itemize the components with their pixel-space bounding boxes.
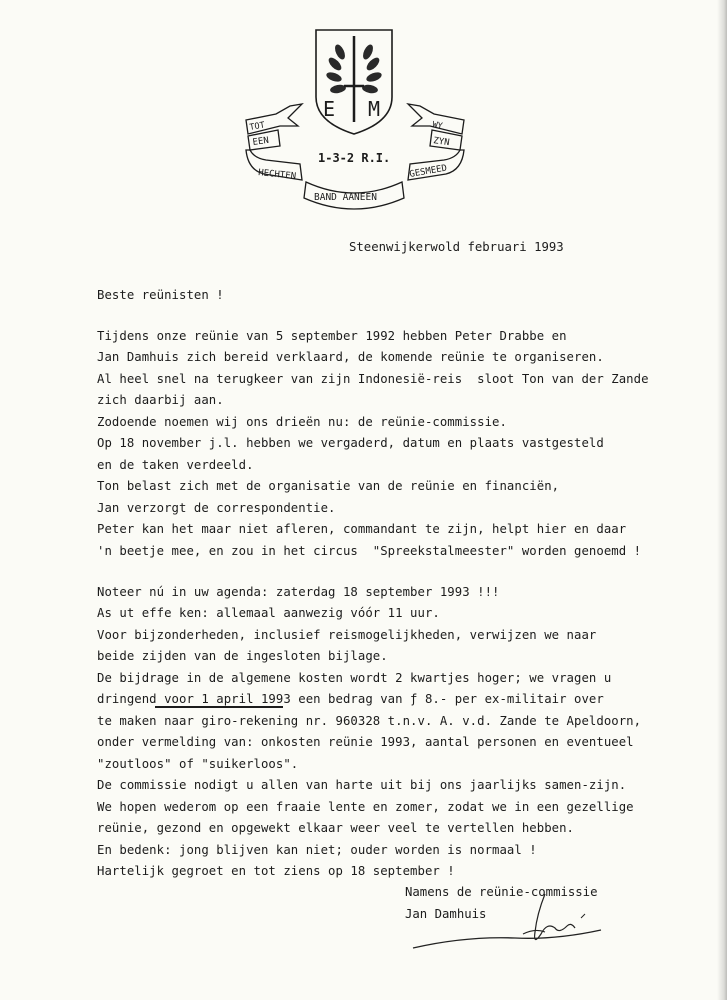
handwritten-signature	[405, 888, 615, 968]
paragraph2-line: Voor bijzonderheden, inclusief reismogelijkheden, verwijzen we naar	[97, 628, 597, 642]
motto-word-tot: TOT	[248, 120, 266, 133]
paragraph1-line: Jan verzorgt de correspondentie.	[97, 501, 336, 515]
paragraph2-line: De commissie nodigt u allen van harte uit bij ons jaarlijks samen-zijn.	[97, 778, 627, 792]
unit-designation: 1-3-2 R.I.	[318, 151, 391, 165]
paragraph2-line: "zoutloos" of "suikerloos".	[97, 757, 299, 771]
paragraph1-line: Peter kan het maar niet afleren, commandant te zijn, helpt hier en daar	[97, 522, 627, 536]
paragraph2-line: dringend voor 1 april 1993 een bedrag van ƒ 8.- per ex-militair over	[97, 692, 604, 706]
closing-committee: Namens de reünie-commissie	[405, 885, 598, 899]
emblem-letter-m: M	[368, 97, 381, 121]
paragraph1-line: Jan Damhuis zich bereid verklaard, de komende reünie te organiseren.	[97, 350, 604, 364]
paragraph1-line: Op 18 november j.l. hebben we vergaderd, datum en plaats vastgesteld	[97, 436, 604, 450]
paragraph2-line: beide zijden van de ingesloten bijlage.	[97, 649, 388, 663]
paragraph1-line: Zodoende noemen wij ons drieën nu: de reünie-commissie.	[97, 415, 507, 429]
paragraph2-line: reünie, gezond en opgewekt elkaar weer veel te vertellen hebben.	[97, 821, 575, 835]
motto-word-een: EEN	[252, 135, 270, 148]
paragraph2-line: We hopen wederom op een fraaie lente en zomer, zodat we in een gezellige	[97, 800, 634, 814]
paragraph2-line: En bedenk: jong blijven kan niet; ouder worden is normaal !	[97, 843, 537, 857]
paragraph2-line: Noteer nú in uw agenda: zaterdag 18 september 1993 !!!	[97, 585, 500, 599]
paragraph2-line: te maken naar giro-rekening nr. 960328 t.n.v. A. v.d. Zande te Apeldoorn,	[97, 714, 642, 728]
salutation: Beste reünisten !	[97, 288, 224, 302]
paragraph1-line: Ton belast zich met de organisatie van de reünie en financiën,	[97, 479, 560, 493]
motto-word-hechten: HECHTEN	[257, 168, 297, 182]
paragraph2-line: De bijdrage in de algemene kosten wordt 2 kwartjes hoger; we vragen u	[97, 671, 612, 685]
emblem-letter-e: E	[323, 97, 336, 121]
place-date: Steenwijkerwold februari 1993	[349, 240, 564, 254]
motto-word-zyn: ZYN	[432, 136, 451, 149]
motto-word-band-aaneen: BAND AANEEN	[314, 192, 377, 203]
motto-word-gesmeed: GESMEED	[408, 163, 448, 180]
deadline-underline	[155, 706, 283, 708]
paragraph1-line: Al heel snel na terugkeer van zijn Indonesië-reis sloot Ton van der Zande	[97, 372, 649, 386]
paragraph2-line: onder vermelding van: onkosten reünie 1993, aantal personen en eventueel	[97, 735, 634, 749]
closing-name: Jan Damhuis	[405, 907, 487, 921]
paragraph2-line: Hartelijk gegroet en tot ziens op 18 september !	[97, 864, 455, 878]
paragraph2-line: As ut effe ken: allemaal aanwezig vóór 11 uur.	[97, 606, 440, 620]
paragraph1-line: zich daarbij aan.	[97, 393, 224, 407]
paragraph1-line: 'n beetje mee, en zou in het circus "Spreekstalmeester" worden genoemd !	[97, 544, 642, 558]
motto-word-wy: WY	[431, 120, 444, 132]
paragraph1-line: en de taken verdeeld.	[97, 458, 254, 472]
page-edge-shadow	[717, 0, 727, 1000]
paragraph1-line: Tijdens onze reünie van 5 september 1992 hebben Peter Drabbe en	[97, 329, 567, 343]
regiment-emblem	[240, 22, 470, 222]
